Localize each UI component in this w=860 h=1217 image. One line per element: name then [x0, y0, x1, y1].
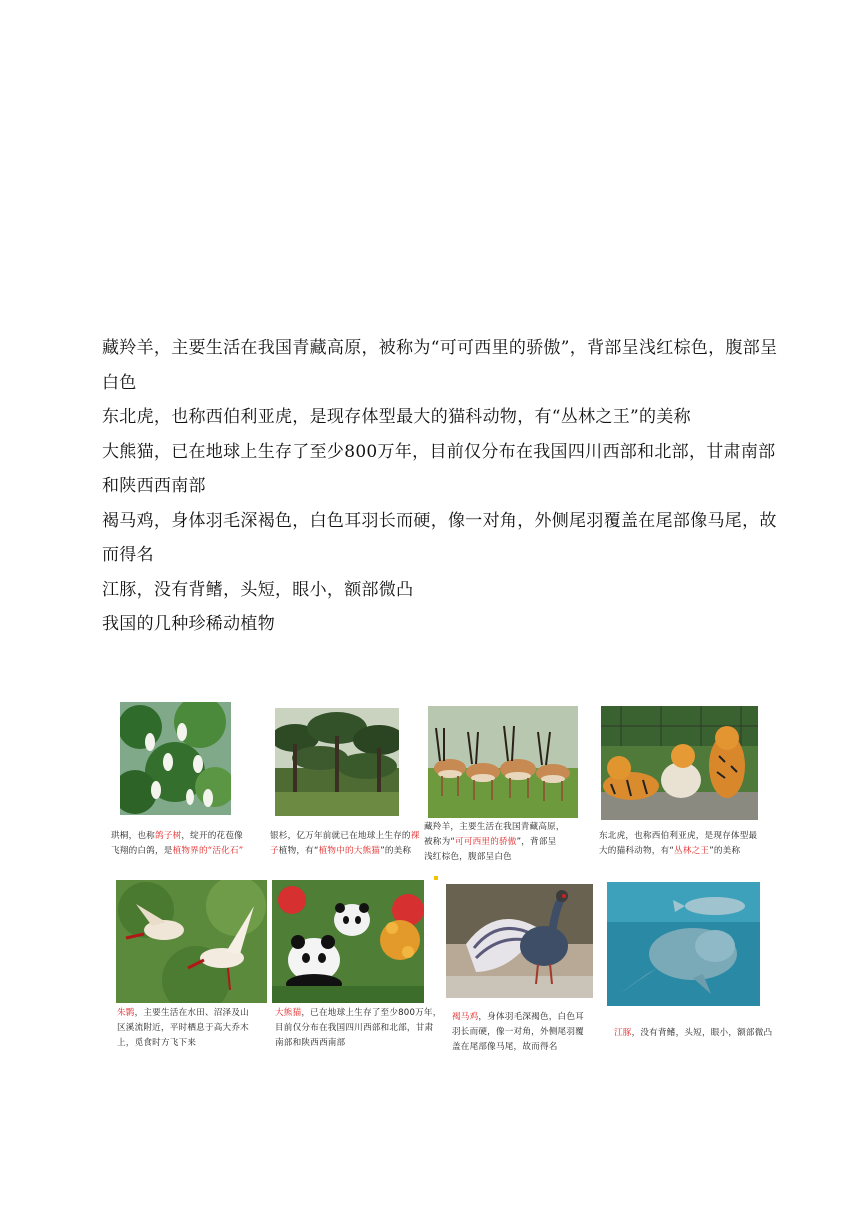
tibetan-antelope-photo	[428, 706, 578, 818]
figure-title: 我国的几种珍稀动植物	[102, 614, 275, 634]
siberian-tiger-caption: 东北虎，也称西伯利亚虎，是现存体型最 大的猫科动物，有“丛林之王”的美称	[599, 831, 758, 856]
dove-tree-photo	[120, 702, 231, 815]
crested-ibis-caption: 朱鹮，主要生活在水田、沼泽及山 区溪流附近，平时栖息于高大乔木 上，觅食时方飞下来	[117, 1008, 249, 1048]
brown-eared-pheasant-caption: 褐马鸡，身体羽毛深褐色，白色耳 羽长而硬，像一对角，外侧尾羽覆 盖在尾部像马尾，故而得名	[452, 1012, 584, 1052]
cathay-silver-fir-caption: 银杉，亿万年前就已在地球上生存的裸 子植物，有“植物中的大熊猫”的美称	[270, 831, 420, 856]
giant-panda-caption: 大熊猫，已在地球上生存了至少800万年， 目前仅分布在我国四川西部和北部，甘肃 南部和陕西西南部	[275, 1008, 442, 1048]
finless-porpoise-photo	[607, 882, 760, 1006]
paragraph-siberian-tiger: 东北虎，也称西伯利亚虎，是现存体型最大的猫科动物，有“丛林之王”的美称	[102, 407, 691, 427]
article-text	[102, 331, 792, 642]
paragraph-giant-panda: 大熊猫，已在地球上生存了至少800万年，目前仅分布在我国四川西部和北部，甘肃南部和陕西西南部	[102, 441, 776, 496]
tibetan-antelope-caption: 藏羚羊，主要生活在我国青藏高原， 被称为“可可西里的骄傲”，背部呈 浅红棕色，腹部呈白色	[424, 822, 565, 862]
paragraph-brown-eared-pheasant: 褐马鸡，身体羽毛深褐色，白色耳羽长而硬，像一对角，外侧尾羽覆盖在尾部像马尾，故而得名	[102, 510, 777, 565]
brown-eared-pheasant-photo	[446, 884, 593, 998]
cathay-silver-fir-photo	[275, 708, 399, 816]
finless-porpoise-caption: 江豚，没有背鳍，头短，眼小，额部微凸	[614, 1028, 773, 1038]
crested-ibis-photo	[116, 880, 267, 1003]
collage-corner-mark	[434, 876, 438, 880]
species-photo-collage	[108, 696, 786, 1066]
dove-tree-caption: 珙桐，也称鸽子树，绽开的花苞像 飞翔的白鸽，是植物界的“活化石”	[111, 831, 244, 856]
siberian-tiger-photo	[601, 706, 758, 820]
paragraph-tibetan-antelope: 藏羚羊，主要生活在我国青藏高原，被称为“可可西里的骄傲”，背部呈浅红棕色，腹部呈白色	[102, 338, 778, 393]
giant-panda-photo	[272, 880, 424, 1003]
paragraph-finless-porpoise: 江豚，没有背鳍，头短，眼小，额部微凸	[102, 579, 414, 600]
